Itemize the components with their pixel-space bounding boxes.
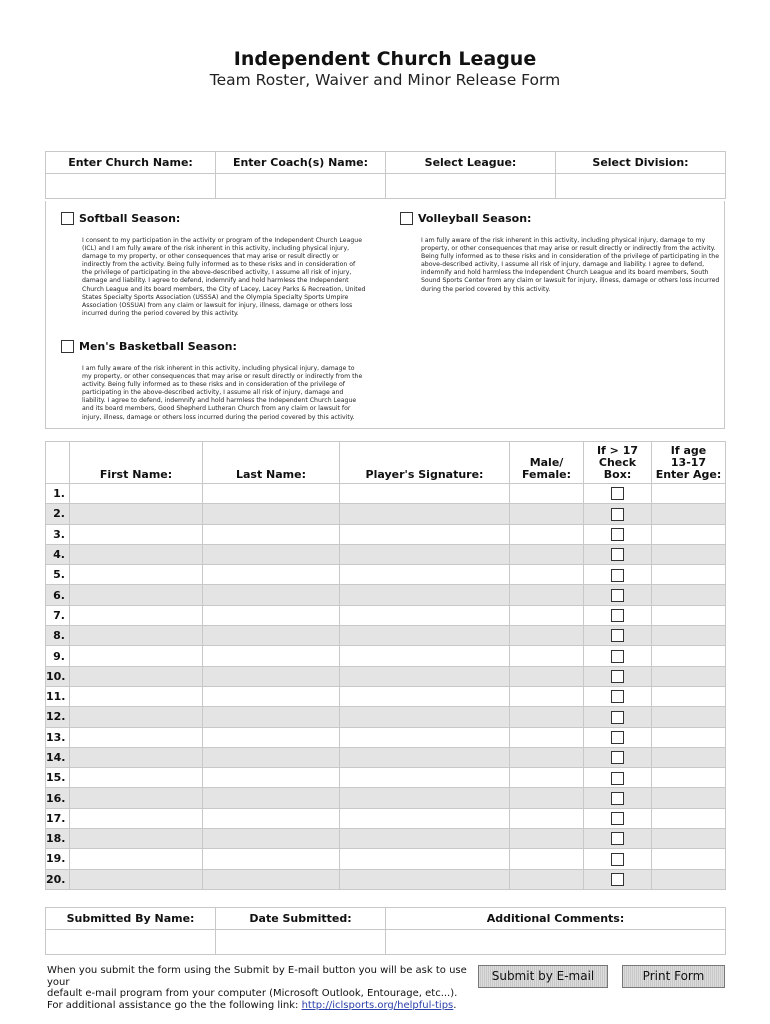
division-label: Select Division: xyxy=(556,152,726,174)
table-row xyxy=(46,788,726,808)
over17-cell xyxy=(584,869,652,889)
table-row xyxy=(46,747,726,767)
first-name-cell[interactable] xyxy=(70,565,203,585)
gender-cell[interactable] xyxy=(510,707,584,727)
submitted-by-field[interactable] xyxy=(46,930,216,955)
signature-cell[interactable] xyxy=(340,646,510,666)
row-number-header xyxy=(46,442,70,484)
signature-cell[interactable] xyxy=(340,747,510,767)
gender-cell[interactable] xyxy=(510,686,584,706)
age-cell[interactable] xyxy=(652,768,726,788)
row-number: 11. xyxy=(46,686,70,706)
page-subtitle: Team Roster, Waiver and Minor Release Form xyxy=(209,71,561,89)
first-name-cell[interactable] xyxy=(70,788,203,808)
last-name-cell[interactable] xyxy=(203,585,340,605)
gender-cell[interactable] xyxy=(510,768,584,788)
age-cell[interactable] xyxy=(652,605,726,625)
instructions-line-1: When you submit the form using the Submit by E-mail button you will be ask to use your xyxy=(47,965,467,988)
age-cell[interactable] xyxy=(652,544,726,564)
coach-name-label: Enter Coach(s) Name: xyxy=(216,152,386,174)
table-row xyxy=(46,626,726,646)
age-cell[interactable] xyxy=(652,484,726,504)
table-row xyxy=(46,565,726,585)
table-row xyxy=(46,686,726,706)
roster-table xyxy=(45,441,726,890)
over17-checkbox[interactable] xyxy=(611,670,624,683)
last-name-cell[interactable] xyxy=(203,808,340,828)
signature-header: Player's Signature: xyxy=(340,442,510,484)
table-row xyxy=(46,808,726,828)
signature-cell[interactable] xyxy=(340,484,510,504)
last-name-cell[interactable] xyxy=(203,788,340,808)
signature-cell[interactable] xyxy=(340,524,510,544)
page-title: Independent Church League xyxy=(233,48,537,70)
last-name-cell[interactable] xyxy=(203,707,340,727)
gender-cell[interactable] xyxy=(510,808,584,828)
first-name-cell[interactable] xyxy=(70,585,203,605)
age-header-line3: Enter Age: xyxy=(655,468,722,481)
instructions-line-3-end: . xyxy=(453,999,457,1011)
over17-checkbox[interactable] xyxy=(611,508,624,521)
table-row xyxy=(46,666,726,686)
over17-cell xyxy=(584,727,652,747)
last-name-cell[interactable] xyxy=(203,504,340,524)
last-name-cell[interactable] xyxy=(203,565,340,585)
over17-cell xyxy=(584,585,652,605)
first-name-cell[interactable] xyxy=(70,849,203,869)
row-number: 3. xyxy=(46,524,70,544)
table-row xyxy=(46,849,726,869)
over17-cell xyxy=(584,747,652,767)
comments-field[interactable] xyxy=(386,930,726,955)
first-name-cell[interactable] xyxy=(70,646,203,666)
row-number: 9. xyxy=(46,646,70,666)
row-number: 18. xyxy=(46,829,70,849)
age-header-line1: If age xyxy=(670,444,707,457)
over17-checkbox[interactable] xyxy=(611,589,624,602)
over17-checkbox[interactable] xyxy=(611,548,624,561)
row-number: 1. xyxy=(46,484,70,504)
gender-cell[interactable] xyxy=(510,605,584,625)
table-row xyxy=(46,524,726,544)
over17-checkbox[interactable] xyxy=(611,812,624,825)
last-name-cell[interactable] xyxy=(203,869,340,889)
gender-header-line2: Female: xyxy=(521,468,572,481)
submitted-by-label: Submitted By Name: xyxy=(46,908,216,930)
print-form-button[interactable]: Print Form xyxy=(622,965,725,988)
over17-cell xyxy=(584,484,652,504)
first-name-cell[interactable] xyxy=(70,544,203,564)
softball-label: Softball Season: xyxy=(79,212,181,225)
first-name-cell[interactable] xyxy=(70,504,203,524)
last-name-cell[interactable] xyxy=(203,849,340,869)
table-row xyxy=(46,544,726,564)
first-name-cell[interactable] xyxy=(70,484,203,504)
over17-cell xyxy=(584,768,652,788)
submit-by-email-button[interactable]: Submit by E-mail xyxy=(478,965,608,988)
row-number: 10. xyxy=(46,666,70,686)
over17-cell xyxy=(584,605,652,625)
basketball-checkbox[interactable] xyxy=(61,340,74,353)
gender-cell[interactable] xyxy=(510,788,584,808)
row-number: 4. xyxy=(46,544,70,564)
age-cell[interactable] xyxy=(652,565,726,585)
row-number: 5. xyxy=(46,565,70,585)
table-row xyxy=(46,869,726,889)
basketball-season xyxy=(61,340,366,422)
signature-cell[interactable] xyxy=(340,727,510,747)
age-cell[interactable] xyxy=(652,829,726,849)
over17-checkbox[interactable] xyxy=(611,629,624,642)
row-number: 19. xyxy=(46,849,70,869)
signature-cell[interactable] xyxy=(340,768,510,788)
over17-cell xyxy=(584,849,652,869)
over17-checkbox[interactable] xyxy=(611,528,624,541)
signature-cell[interactable] xyxy=(340,849,510,869)
over17-cell xyxy=(584,626,652,646)
signature-cell[interactable] xyxy=(340,544,510,564)
signature-cell[interactable] xyxy=(340,585,510,605)
age-cell[interactable] xyxy=(652,626,726,646)
over17-cell xyxy=(584,788,652,808)
over17-checkbox[interactable] xyxy=(611,832,624,845)
gender-cell[interactable] xyxy=(510,484,584,504)
table-row xyxy=(46,768,726,788)
softball-checkbox[interactable] xyxy=(61,212,74,225)
over17-checkbox[interactable] xyxy=(611,873,624,886)
last-name-cell[interactable] xyxy=(203,768,340,788)
gender-header-line1: Male/ xyxy=(529,456,564,469)
row-number: 16. xyxy=(46,788,70,808)
first-name-cell[interactable] xyxy=(70,808,203,828)
last-name-cell[interactable] xyxy=(203,524,340,544)
softball-waiver: I consent to my participation in the activity or program of the Independent Church League (ICL) and I am fully aware of the risk inherent in this activity, including physical injury, damage to my property, or other consequences that may arise or result directly or indirectly from the activity. Being fully informed as to these risks and in consideration of the privilege of participating in the above-described activity, I assume all risk of injury, damage and liability. I agree to defend, indemnify and hold harmless the Independent Church League and its board members, the City of Lacey, Lacey Parks & Recreation, United States Specialty Sports Association (USSSA) and the Olympia Specialty Sports Umpire Association (OSSUA) from any claim or lawsuit for injury, illness, damage or others loss incurred during the period covered by this activity. xyxy=(82,237,366,317)
age-header xyxy=(652,442,726,484)
age-cell[interactable] xyxy=(652,808,726,828)
over17-checkbox[interactable] xyxy=(611,772,624,785)
gender-cell[interactable] xyxy=(510,504,584,524)
signature-cell[interactable] xyxy=(340,808,510,828)
row-number: 14. xyxy=(46,747,70,767)
last-name-cell[interactable] xyxy=(203,544,340,564)
volleyball-label: Volleyball Season: xyxy=(418,212,532,225)
last-name-cell[interactable] xyxy=(203,666,340,686)
over17-cell xyxy=(584,646,652,666)
last-name-header: Last Name: xyxy=(203,442,340,484)
age-cell[interactable] xyxy=(652,666,726,686)
over17-checkbox[interactable] xyxy=(611,792,624,805)
table-row xyxy=(46,707,726,727)
signature-cell[interactable] xyxy=(340,707,510,727)
volleyball-waiver: I am fully aware of the risk inherent in this activity, including physical injury, damage to my property, or other consequences that may arise or result directly or indirectly from the activity. Being fully informed as to these risks and in consideration of the privilege of participating in the above-described activity, I assume all risk of injury, damage and liability. I agree to defend, indemnify and hold harmless the Independent Church League and its board members, South Sound Sports Center from any claim or lawsuit for injury, illness, damage or others loss incurred during the period covered by this activity. xyxy=(421,237,720,293)
over17-checkbox[interactable] xyxy=(611,711,624,724)
over17-header-line2: Check Box: xyxy=(598,456,637,481)
over17-cell xyxy=(584,707,652,727)
signature-cell[interactable] xyxy=(340,788,510,808)
gender-cell[interactable] xyxy=(510,585,584,605)
gender-cell[interactable] xyxy=(510,646,584,666)
age-cell[interactable] xyxy=(652,747,726,767)
age-cell[interactable] xyxy=(652,788,726,808)
over17-cell xyxy=(584,829,652,849)
basketball-label: Men's Basketball Season: xyxy=(79,340,237,353)
league-select[interactable] xyxy=(386,174,556,199)
row-number: 12. xyxy=(46,707,70,727)
signature-cell[interactable] xyxy=(340,605,510,625)
gender-cell[interactable] xyxy=(510,829,584,849)
age-cell[interactable] xyxy=(652,727,726,747)
table-row xyxy=(46,484,726,504)
instructions-line-2: default e-mail program from your computer (Microsoft Outlook, Entourage, etc...). xyxy=(47,988,458,999)
last-name-cell[interactable] xyxy=(203,686,340,706)
row-number: 17. xyxy=(46,808,70,828)
age-cell[interactable] xyxy=(652,849,726,869)
signature-cell[interactable] xyxy=(340,686,510,706)
first-name-header: First Name: xyxy=(70,442,203,484)
gender-cell[interactable] xyxy=(510,869,584,889)
last-name-cell[interactable] xyxy=(203,646,340,666)
age-cell[interactable] xyxy=(652,707,726,727)
over17-checkbox[interactable] xyxy=(611,751,624,764)
table-row xyxy=(46,504,726,524)
gender-cell[interactable] xyxy=(510,747,584,767)
table-row xyxy=(46,727,726,747)
volleyball-checkbox[interactable] xyxy=(400,212,413,225)
over17-cell xyxy=(584,524,652,544)
over17-checkbox[interactable] xyxy=(611,853,624,866)
last-name-cell[interactable] xyxy=(203,484,340,504)
table-row xyxy=(46,605,726,625)
first-name-cell[interactable] xyxy=(70,768,203,788)
last-name-cell[interactable] xyxy=(203,605,340,625)
age-cell[interactable] xyxy=(652,686,726,706)
age-cell[interactable] xyxy=(652,524,726,544)
gender-header xyxy=(510,442,584,484)
gender-cell[interactable] xyxy=(510,524,584,544)
over17-checkbox[interactable] xyxy=(611,569,624,582)
table-row xyxy=(46,585,726,605)
league-label: Select League: xyxy=(386,152,556,174)
over17-checkbox[interactable] xyxy=(611,650,624,663)
softball-season xyxy=(61,212,366,318)
row-number: 6. xyxy=(46,585,70,605)
over17-header xyxy=(584,442,652,484)
signature-cell[interactable] xyxy=(340,504,510,524)
last-name-cell[interactable] xyxy=(203,747,340,767)
first-name-cell[interactable] xyxy=(70,869,203,889)
over17-checkbox[interactable] xyxy=(611,487,624,500)
signature-cell[interactable] xyxy=(340,626,510,646)
church-name-label: Enter Church Name: xyxy=(46,152,216,174)
age-cell[interactable] xyxy=(652,585,726,605)
row-number: 13. xyxy=(46,727,70,747)
submit-instructions xyxy=(47,965,467,1011)
date-submitted-label: Date Submitted: xyxy=(216,908,386,930)
over17-cell xyxy=(584,504,652,524)
help-link[interactable]: http://iclsports.org/helpful-tips xyxy=(301,999,454,1011)
church-name-field[interactable] xyxy=(46,174,216,199)
row-number: 7. xyxy=(46,605,70,625)
gender-cell[interactable] xyxy=(510,849,584,869)
instructions-line-3 xyxy=(47,1000,467,1012)
instructions-line-3-text: For additional assistance go the the following link: xyxy=(47,999,302,1011)
row-number: 20. xyxy=(46,869,70,889)
age-cell[interactable] xyxy=(652,504,726,524)
age-cell[interactable] xyxy=(652,646,726,666)
coach-name-field[interactable] xyxy=(216,174,386,199)
gender-cell[interactable] xyxy=(510,626,584,646)
last-name-cell[interactable] xyxy=(203,829,340,849)
first-name-cell[interactable] xyxy=(70,626,203,646)
over17-cell xyxy=(584,686,652,706)
team-info-table xyxy=(45,151,726,199)
basketball-waiver: I am fully aware of the risk inherent in this activity, including physical injury, damage to my property, or other consequences that may arise or result directly or indirectly from the activity. Being fully informed as to these risks and in consideration of the privilege of participating in the above-described activity, I assume all risk of injury, damage and liability. I agree to defend, indemnify and hold harmless the Independent Church League and its board members, Good Shepherd Lutheran Church from any claim or lawsuit for injury, illness, damage or others loss incurred during the period covered by this activity. xyxy=(82,365,363,421)
submission-table xyxy=(45,907,726,955)
first-name-cell[interactable] xyxy=(70,666,203,686)
gender-cell[interactable] xyxy=(510,666,584,686)
row-number: 8. xyxy=(46,626,70,646)
row-number: 15. xyxy=(46,768,70,788)
first-name-cell[interactable] xyxy=(70,747,203,767)
row-number: 2. xyxy=(46,504,70,524)
first-name-cell[interactable] xyxy=(70,524,203,544)
first-name-cell[interactable] xyxy=(70,727,203,747)
first-name-cell[interactable] xyxy=(70,686,203,706)
signature-cell[interactable] xyxy=(340,565,510,585)
signature-cell[interactable] xyxy=(340,666,510,686)
over17-checkbox[interactable] xyxy=(611,690,624,703)
gender-cell[interactable] xyxy=(510,565,584,585)
over17-checkbox[interactable] xyxy=(611,609,624,622)
season-section xyxy=(45,201,725,429)
over17-header-line1: If > 17 xyxy=(596,444,639,457)
volleyball-season xyxy=(400,212,720,294)
first-name-cell[interactable] xyxy=(70,707,203,727)
gender-cell[interactable] xyxy=(510,544,584,564)
last-name-cell[interactable] xyxy=(203,626,340,646)
first-name-cell[interactable] xyxy=(70,829,203,849)
age-header-line2: 13-17 xyxy=(670,456,707,469)
division-select[interactable] xyxy=(556,174,726,199)
over17-cell xyxy=(584,666,652,686)
signature-cell[interactable] xyxy=(340,829,510,849)
age-cell[interactable] xyxy=(652,869,726,889)
gender-cell[interactable] xyxy=(510,727,584,747)
last-name-cell[interactable] xyxy=(203,727,340,747)
table-row xyxy=(46,646,726,666)
over17-cell xyxy=(584,808,652,828)
date-submitted-field[interactable] xyxy=(216,930,386,955)
over17-cell xyxy=(584,565,652,585)
over17-cell xyxy=(584,544,652,564)
over17-checkbox[interactable] xyxy=(611,731,624,744)
table-row xyxy=(46,829,726,849)
signature-cell[interactable] xyxy=(340,869,510,889)
first-name-cell[interactable] xyxy=(70,605,203,625)
comments-label: Additional Comments: xyxy=(386,908,726,930)
